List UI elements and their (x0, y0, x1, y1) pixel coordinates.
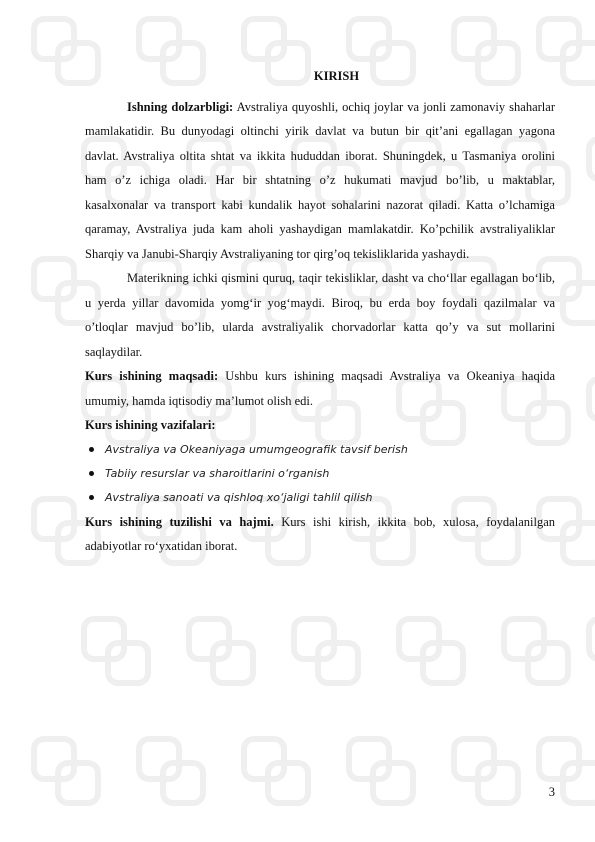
page-number: 3 (548, 785, 555, 799)
objective-label: Kurs ishining maqsadi: (85, 369, 219, 383)
bullet-icon (89, 471, 94, 476)
watermark-mark (240, 735, 312, 807)
structure-text: Kurs ishi kirish, ikkita bob, xulosa, foydalanilgan adabiyotlar ro‘yxatidan iborat. (85, 514, 555, 553)
relevance-text: Avstraliya quyoshli, ochiq joylar va jonli zamonaviy shaharlar mamlakatidir. Bu dunyodagi oltinchi yirik davlat va butun bir qit’ani egallagan yagona davlat. Avstraliya oltita shtat va ikkita hududdan iborat. Shuningdek, u Tasmaniya orolini ham o’z ichiga oladi. Har bir shtatning o’z hukumati mavjud bo’lib, u maktablar, kasalxonalar va transport kabi kundalik hayot sohalarini nazorat qiladi. Katta o’lchamiga qaramay, Avstraliya juda kam aholi yashaydigan mamlakatdir. Ko’pchilik avstraliyaliklar Sharqiy va Janubi-Sharqiy Avstraliyaning tor qirg’oq tekisliklarida yashaydi. (85, 99, 555, 261)
watermark-mark (585, 375, 595, 447)
document-page (85, 64, 555, 559)
watermark-mark (30, 735, 102, 807)
watermark-mark (585, 615, 595, 687)
interior-text: Materikning ichki qismini quruq, taqir tekisliklar, dasht va cho‘llar egallagan bo‘lib, u yerda yillar davomida yomg‘ir yog‘maydi. Biroq, bu erda boy foydali qazilmalar va o’tloqlar mavjud bo’lib, ularda avstraliyalik chorvadorlar katta qo’y va sut mollarini saqlaydilar. (85, 271, 555, 359)
tasks-list (85, 438, 555, 510)
paragraph-interior (85, 266, 555, 364)
watermark-mark (535, 735, 595, 807)
paragraph-relevance (85, 95, 555, 267)
list-item: Tabiiy resurslar va sharoitlarini o‘rganish (85, 462, 555, 486)
paragraph-objective (85, 364, 555, 413)
paragraph-tasks-heading (85, 413, 555, 438)
bullet-icon (89, 447, 94, 452)
watermark-mark (80, 615, 152, 687)
bullet-icon (89, 495, 94, 500)
watermark-mark (395, 615, 467, 687)
relevance-label: Ishning dolzarbligi: (127, 99, 234, 114)
list-item: Avstraliya sanoati va qishloq xo‘jaligi tahlil qilish (85, 486, 555, 510)
watermark-mark (135, 735, 207, 807)
page-title: KIRISH (313, 69, 360, 83)
watermark-mark (290, 615, 362, 687)
watermark-mark (185, 615, 257, 687)
watermark-mark (500, 615, 572, 687)
watermark-mark (30, 15, 102, 87)
structure-label: Kurs ishining tuzilishi va hajmi. (85, 514, 274, 529)
tasks-label: Kurs ishining vazifalari: (85, 418, 216, 432)
watermark-mark (345, 735, 417, 807)
list-item: Avstraliya va Okeaniyaga umumgeografik tavsif berish (85, 438, 555, 462)
objective-text: Ushbu kurs ishining maqsadi Avstraliya va Okeaniya haqida umumiy, hamda iqtisodiy ma’lumot olish edi. (85, 369, 555, 408)
paragraph-structure (85, 510, 555, 559)
watermark-mark (450, 735, 522, 807)
watermark-mark (585, 135, 595, 207)
